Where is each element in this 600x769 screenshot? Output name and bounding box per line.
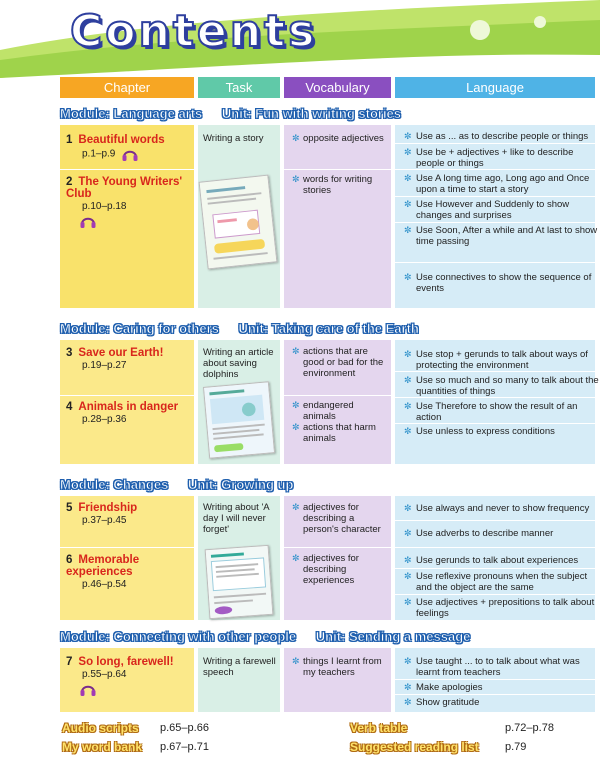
star-bullet-icon: ✼ [404, 597, 412, 607]
language-divider [395, 397, 595, 398]
footer-pages: p.67–p.71 [160, 741, 209, 753]
vocab-text: words for writing stories [303, 174, 373, 196]
language-point [404, 555, 600, 566]
language-text: Use adverbs to describe manner [416, 528, 554, 539]
chapter-number: 2 [66, 176, 73, 188]
headphones-icon[interactable] [122, 147, 138, 161]
language-text: Use taught ... to to talk about what was learnt from teachers [416, 656, 580, 678]
vocab-text: actions that harm animals [303, 422, 376, 444]
chapter-title: Save our Earth! [78, 347, 164, 359]
language-point [404, 173, 600, 195]
footer-link-label[interactable]: Suggested reading list [350, 740, 479, 754]
star-bullet-icon: ✼ [404, 656, 412, 666]
language-divider [395, 520, 595, 521]
language-text: Use gerunds to talk about experiences [416, 555, 579, 566]
star-bullet-icon: ✼ [292, 502, 300, 512]
chapter-pages: p.19–p.27 [82, 360, 127, 371]
chapter-divider [60, 547, 194, 548]
language-text: Use reflexive pronouns when the subject and the object are the same [416, 571, 588, 593]
language-text: Use stop + gerunds to talk about ways of protecting the environment [416, 349, 588, 371]
star-bullet-icon: ✼ [404, 682, 412, 692]
vocab-item [292, 133, 387, 144]
chapter-number: 7 [66, 656, 73, 668]
vocab-divider [284, 547, 391, 548]
language-point [404, 697, 600, 708]
chapter-divider [60, 169, 194, 170]
star-bullet-icon: ✼ [404, 375, 412, 385]
footer-pages: p.72–p.78 [505, 722, 554, 734]
language-point [404, 503, 600, 514]
module-name: Module: Language arts [60, 106, 203, 121]
vocab-text: adjectives for describing experiences [303, 553, 359, 586]
chapter-entry[interactable] [66, 656, 174, 696]
unit-name: Unit: Taking care of the Earth [238, 321, 419, 336]
language-divider [395, 262, 595, 263]
language-divider [395, 222, 595, 223]
language-divider [395, 196, 595, 197]
vocab-text: things I learnt from my teachers [303, 656, 382, 678]
vocab-item [292, 553, 387, 586]
language-text: Use be + adjectives + like to describe people or things [416, 147, 574, 169]
star-bullet-icon: ✼ [404, 528, 412, 538]
module-name: Module: Caring for others [60, 321, 219, 336]
chapter-number: 6 [66, 554, 73, 566]
language-text: Use However and Suddenly to show changes and surprises [416, 199, 570, 221]
task-page-thumbnail [205, 545, 274, 619]
vocab-item [292, 400, 387, 422]
star-bullet-icon: ✼ [404, 555, 412, 565]
vocab-text: opposite adjectives [303, 133, 384, 144]
language-text: Use unless to express conditions [416, 426, 555, 437]
star-bullet-icon: ✼ [404, 173, 412, 183]
chapter-number: 1 [66, 134, 73, 146]
language-divider [395, 594, 595, 595]
vocab-item [292, 174, 387, 196]
chapter-title: The Young Writers' Club [66, 176, 183, 200]
task-description: Writing a story [203, 133, 264, 144]
vocab-text: adjectives for describing a person's character [303, 502, 381, 535]
star-bullet-icon: ✼ [404, 503, 412, 513]
chapter-entry[interactable] [66, 401, 178, 425]
module-heading [60, 320, 419, 338]
language-text: Use Therefore to show the result of an action [416, 401, 578, 423]
star-bullet-icon: ✼ [292, 174, 300, 184]
vocab-item [292, 502, 387, 535]
star-bullet-icon: ✼ [404, 199, 412, 209]
footer-pages: p.65–p.66 [160, 722, 209, 734]
module-name: Module: Connecting with other people [60, 629, 297, 644]
language-divider [395, 694, 595, 695]
unit-name: Unit: Fun with writing stories [221, 106, 402, 121]
star-bullet-icon: ✼ [404, 571, 412, 581]
column-header-vocabulary: Vocabulary [284, 77, 391, 98]
footer-link-label[interactable]: Audio scripts [62, 721, 139, 735]
vocab-text: endangered animals [303, 400, 354, 422]
star-bullet-icon: ✼ [292, 422, 300, 432]
module-name: Module: Changes [60, 477, 169, 492]
chapter-number: 3 [66, 347, 73, 359]
module-heading [60, 105, 401, 123]
vocab-text: actions that are good or bad for the environment [303, 346, 384, 379]
star-bullet-icon: ✼ [404, 697, 412, 707]
footer-pages: p.79 [505, 741, 527, 753]
chapter-pages: p.10–p.18 [82, 201, 127, 212]
language-text: Use connectives to show the sequence of events [416, 272, 592, 294]
language-divider [395, 169, 595, 170]
footer-link-label[interactable]: My word bank [62, 740, 143, 754]
language-point [404, 597, 600, 619]
chapter-title: So long, farewell! [78, 656, 174, 668]
chapter-pages: p.37–p.45 [82, 515, 127, 526]
star-bullet-icon: ✼ [292, 133, 300, 143]
star-bullet-icon: ✼ [404, 147, 412, 157]
language-text: Make apologies [416, 682, 483, 693]
language-point [404, 528, 600, 539]
star-bullet-icon: ✼ [404, 225, 412, 235]
chapter-pages: p.28–p.36 [82, 414, 127, 425]
vocab-item [292, 656, 387, 678]
language-point [404, 131, 600, 142]
chapter-title: Friendship [78, 502, 138, 514]
language-point [404, 147, 600, 169]
chapter-title: Memorable experiences [66, 554, 140, 578]
chapter-number: 5 [66, 502, 73, 514]
language-point [404, 349, 600, 371]
chapter-title: Animals in danger [78, 401, 179, 413]
chapter-number: 4 [66, 401, 73, 413]
star-bullet-icon: ✼ [404, 426, 412, 436]
module-heading [60, 476, 293, 494]
vocab-divider [284, 169, 391, 170]
unit-name: Unit: Sending a message [315, 629, 471, 644]
language-point [404, 571, 600, 593]
vocab-item [292, 422, 387, 444]
language-point [404, 426, 600, 437]
language-divider [395, 547, 595, 548]
vocab-column-bg [284, 125, 391, 308]
module-heading [60, 628, 470, 646]
chapter-entry[interactable] [66, 502, 137, 526]
language-text: Use Soon, After a while and At last to show time passing [416, 225, 598, 247]
chapter-entry[interactable] [66, 134, 165, 161]
star-bullet-icon: ✼ [292, 346, 300, 356]
page-title: Contents [70, 6, 318, 57]
headphones-icon[interactable] [80, 214, 96, 228]
star-bullet-icon: ✼ [292, 656, 300, 666]
footer-link-label[interactable]: Verb table [350, 721, 408, 735]
language-point [404, 225, 600, 247]
language-divider [395, 679, 595, 680]
chapter-pages: p.55–p.64 [82, 669, 127, 680]
vocab-divider [284, 395, 391, 396]
vocab-item [292, 346, 387, 379]
headphones-icon[interactable] [80, 682, 96, 696]
star-bullet-icon: ✼ [292, 553, 300, 563]
chapter-entry[interactable] [66, 347, 163, 371]
language-point [404, 375, 600, 397]
column-header-task: Task [198, 77, 280, 98]
language-divider [395, 143, 595, 144]
star-bullet-icon: ✼ [404, 131, 412, 141]
language-text: Use adjectives + prepositions to talk about feelings [416, 597, 595, 619]
language-text: Use A long time ago, Long ago and Once upon a time to start a story [416, 173, 590, 195]
task-page-thumbnail [203, 381, 275, 458]
unit-name: Unit: Growing up [187, 477, 294, 492]
language-text: Use so much and so many to talk about the quantities of things [416, 375, 599, 397]
language-text: Use always and never to show frequency [416, 503, 590, 514]
task-description: Writing about 'A day I will never forget' [203, 502, 270, 535]
task-description: Writing a farewell speech [203, 656, 276, 678]
column-header-chapter: Chapter [60, 77, 194, 98]
star-bullet-icon: ✼ [404, 272, 412, 282]
language-divider [395, 371, 595, 372]
column-header-language: Language [395, 77, 595, 98]
chapter-pages-row [82, 147, 165, 161]
star-bullet-icon: ✼ [404, 401, 412, 411]
language-point [404, 682, 600, 693]
chapter-pages-row [82, 669, 174, 680]
star-bullet-icon: ✼ [404, 349, 412, 359]
language-divider [395, 423, 595, 424]
chapter-title: Beautiful words [78, 134, 165, 146]
chapter-divider [60, 395, 194, 396]
task-description: Writing an article about saving dolphins [203, 347, 274, 380]
language-point [404, 199, 600, 221]
task-page-thumbnail [199, 175, 278, 270]
chapter-pages: p.46–p.54 [82, 579, 127, 590]
language-divider [395, 568, 595, 569]
chapter-entry[interactable] [66, 176, 190, 228]
star-bullet-icon: ✼ [292, 400, 300, 410]
language-point [404, 272, 600, 294]
language-point [404, 656, 600, 678]
language-text: Use as ... as to describe people or things [416, 131, 589, 142]
chapter-entry[interactable] [66, 554, 176, 590]
language-text: Show gratitude [416, 697, 480, 708]
language-point [404, 401, 600, 423]
chapter-pages: p.1–p.9 [82, 148, 116, 160]
